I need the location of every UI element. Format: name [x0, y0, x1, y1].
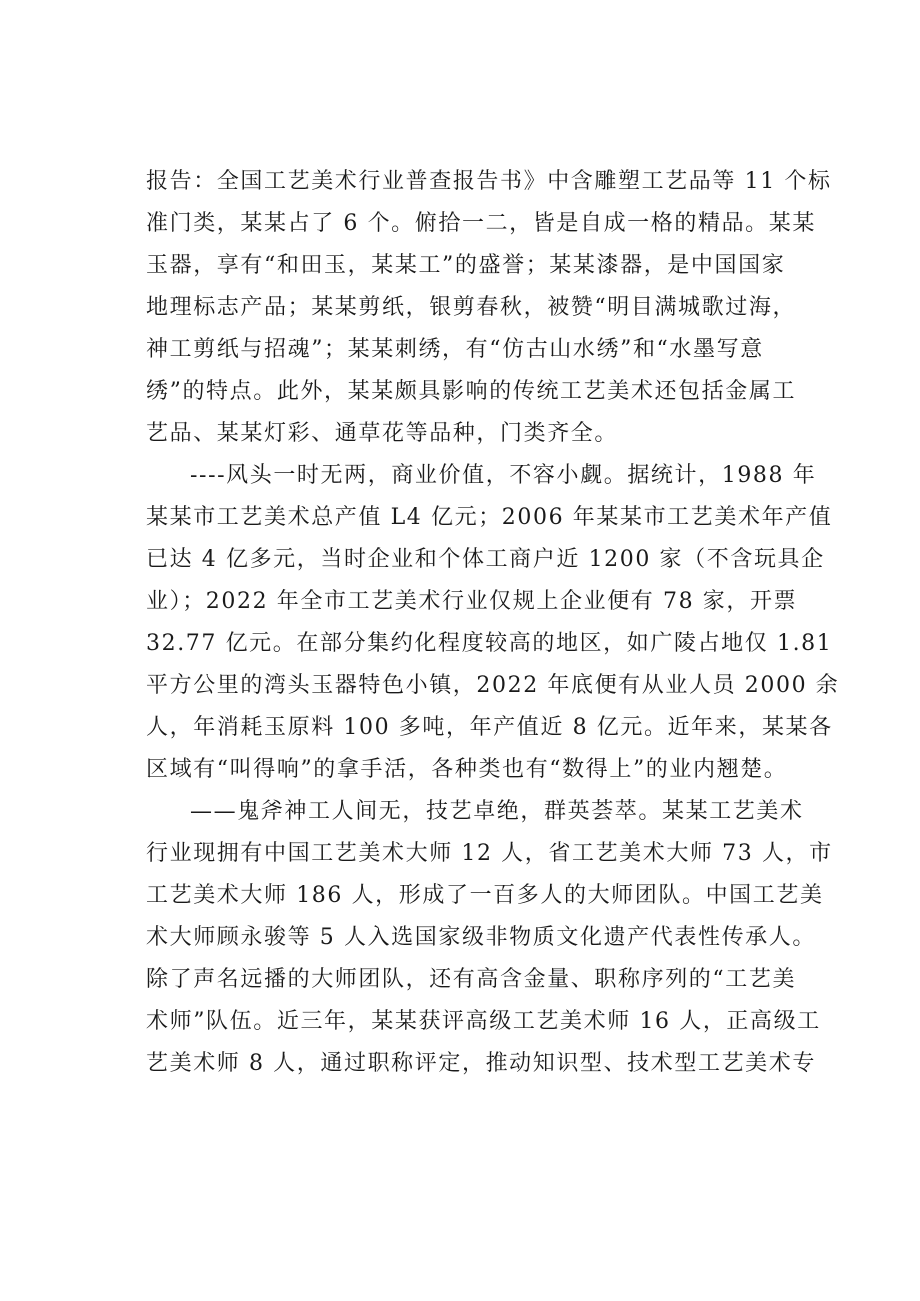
text-line: 除了声名远播的大师团队，还有高含金量、职称序列的“工艺美	[146, 967, 797, 992]
text-line: 业）；2022 年全市工艺美术行业仅规上企业便有 78 家，开票	[146, 589, 798, 614]
text-line: 绣”的特点。此外，某某颇具影响的传统工艺美术还包括金属工	[146, 379, 797, 404]
text-line: 区域有“叫得响”的拿手活，各种类也有“数得上”的业内翘楚。	[146, 757, 788, 782]
text-line: 神工剪纸与招魂”；某某刺绣，有“仿古山水绣”和“水墨写意	[146, 337, 764, 362]
text-line: 32.77 亿元。在部分集约化程度较高的地区，如广陵占地仅 1.81	[146, 631, 833, 656]
text-line: 艺美术师 8 人，通过职称评定，推动知识型、技术型工艺美术专	[146, 1051, 816, 1076]
text-line: 艺品、某某灯彩、通草花等品种，门类齐全。	[146, 421, 619, 446]
text-line: 地理标志产品；某某剪纸，银剪春秋，被赞“明目满城歌过海，	[146, 295, 797, 320]
text-line: 已达 4 亿多元，当时企业和个体工商户近 1200 家（不含玩具企	[146, 547, 825, 572]
text-line: 报告：全国工艺美术行业普查报告书》中含雕塑工艺品等 11 个标	[146, 169, 832, 194]
paragraph-start-line: ----风头一时无两，商业价值，不容小觑。据统计，1988 年	[190, 463, 817, 488]
text-line: 某某市工艺美术总产值 L4 亿元；2006 年某某市工艺美术年产值	[146, 505, 833, 530]
text-line: 行业现拥有中国工艺美术大师 12 人，省工艺美术大师 73 人，市	[146, 841, 833, 866]
text-line: 术大师顾永骏等 5 人入选国家级非物质文化遗产代表性传承人。	[146, 925, 816, 950]
text-line: 工艺美术大师 186 人，形成了一百多人的大师团队。中国工艺美	[146, 883, 824, 908]
text-line: 术师”队伍。近三年，某某获评高级工艺美术师 16 人，正高级工	[146, 1009, 821, 1034]
text-line: 人，年消耗玉原料 100 多吨，年产值近 8 亿元。近年来，某某各	[146, 715, 833, 740]
paragraph-start-line: ——鬼斧神工人间无，技艺卓绝，群英荟萃。某某工艺美术	[190, 799, 804, 824]
text-line: 准门类，某某占了 6 个。俯拾一二，皆是自成一格的精品。某某	[146, 211, 816, 236]
text-line: 玉器，享有“和田玉，某某工”的盛誉；某某漆器，是中国国家	[146, 253, 786, 278]
document-body	[146, 161, 840, 1085]
text-line: 平方公里的湾头玉器特色小镇，2022 年底便有从业人员 2000 余	[146, 673, 840, 698]
